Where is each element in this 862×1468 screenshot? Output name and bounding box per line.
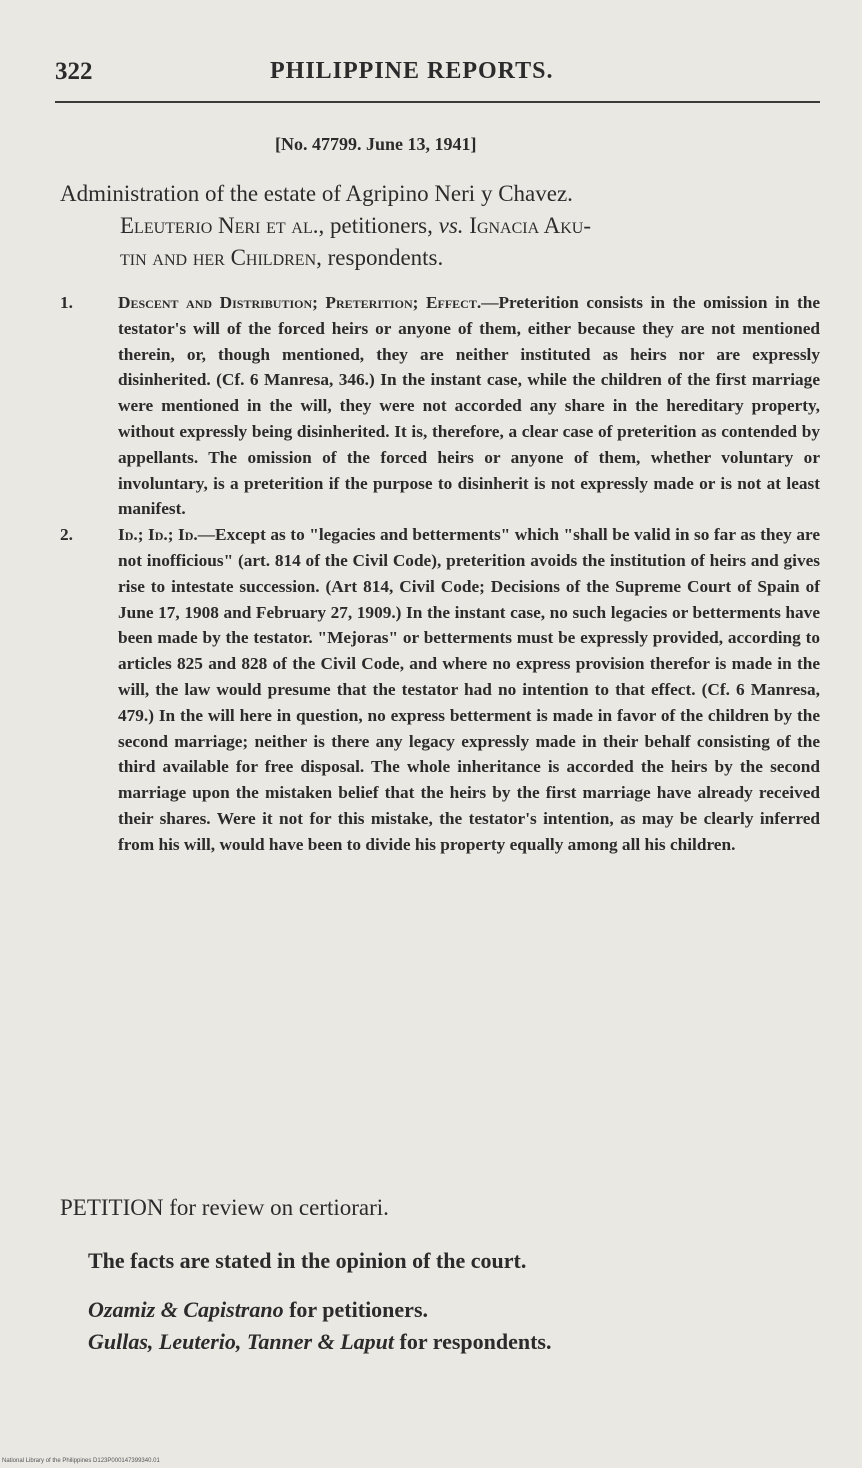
scan-footer: National Library of the Philippines D123P000147399340.01 <box>2 1458 160 1464</box>
counsel-names: Ozamiz & Capistrano <box>88 1297 284 1322</box>
counsel-block <box>88 1294 552 1358</box>
syllabus-item-body <box>118 522 820 857</box>
syllabus-item-number: 2. <box>60 525 73 545</box>
syllabus-item-text: —Except as to "legacies and betterments" which "shall be valid in so far as they are not inofficious" (art. 814 of the Civil Code), preterition avoids the institution of heirs and gives rise to intestate succession. (Art 814, Civil Code; Decisions of the Supreme Court of Spain of June 17, 1908 and February 27, 1909.) In the instant case, no such legacies or betterments have been made by the testator. "Mejoras" or betterments must be expressly provided, according to articles 825 and 828 of the Civil Code, and where no express provision therefor is made in the will, the law would presume that the testator had no intention to that effect. (Cf. 6 Manresa, 479.) In the will here in question, no express betterment is made in favor of the children by the second marriage; neither is there any legacy expressly made in their behalf consisting of the third available for free disposal. The whole inheritance is accorded the heirs by the second marriage upon the mistaken belief that the heirs by the first marriage have already received their shares. Were it not for this mistake, the testator's intention, as may be clearly inferred from his will, would have been to divide his property equally among all his children. <box>118 525 820 854</box>
respondents-name-cont: tin and her Children <box>120 245 317 270</box>
petitioners-name: Eleuterio Neri et al. <box>120 213 319 238</box>
counsel-role: for respondents. <box>394 1329 552 1354</box>
respondents-name: Ignacia Aku- <box>463 213 592 238</box>
petition-line: PETITION for review on certiorari. <box>60 1195 389 1220</box>
syllabus-item-body <box>118 290 820 522</box>
counsel-petitioners <box>88 1294 552 1326</box>
page-number: 322 <box>55 58 93 85</box>
petitioners-role: , petitioners, <box>318 213 439 238</box>
caption-parties <box>60 210 825 242</box>
case-number: [No. 47799. June 13, 1941] <box>275 134 477 154</box>
versus: vs. <box>438 213 464 238</box>
syllabus-item-topic: Id.; Id.; Id. <box>118 525 198 545</box>
counsel-respondents <box>88 1326 552 1358</box>
caption-title: Administration of the estate of Agripino Neri y Chavez. <box>60 181 573 206</box>
syllabus-item <box>60 522 820 857</box>
counsel-role: for petitioners. <box>283 1297 429 1322</box>
caption-parties-cont <box>60 242 825 274</box>
syllabus-item-topic: Descent and Distribution; Preterition; Effect. <box>118 293 482 312</box>
syllabus <box>60 290 820 858</box>
respondents-role: , respondents. <box>316 245 444 270</box>
facts-line: The facts are stated in the opinion of the court. <box>88 1248 527 1273</box>
page-header <box>55 58 820 98</box>
counsel-names: Gullas, Leuterio, Tanner & Laput <box>88 1329 395 1354</box>
syllabus-item-number: 1. <box>60 293 73 312</box>
case-caption <box>60 178 825 274</box>
running-title: PHILIPPINE REPORTS. <box>270 58 554 84</box>
header-rule <box>55 101 820 103</box>
syllabus-item <box>60 290 820 522</box>
syllabus-item-text: —Preterition consists in the omission in the testator's will of the forced heirs or anyone of them, either because they are not mentioned therein, or, though mentioned, they are neither instituted as heirs nor are expressly disinherited. (Cf. 6 Manresa, 346.) In the instant case, while the children of the first marriage were mentioned in the will, they were not accorded any share in the hereditary property, without expressly being disinherited. It is, therefore, a clear case of preterition as contended by appellants. The omission of the forced heirs or anyone of them, whether voluntary or involuntary, is a preterition if the purpose to disinherit is not expressly made or is not at least manifest. <box>118 293 821 519</box>
